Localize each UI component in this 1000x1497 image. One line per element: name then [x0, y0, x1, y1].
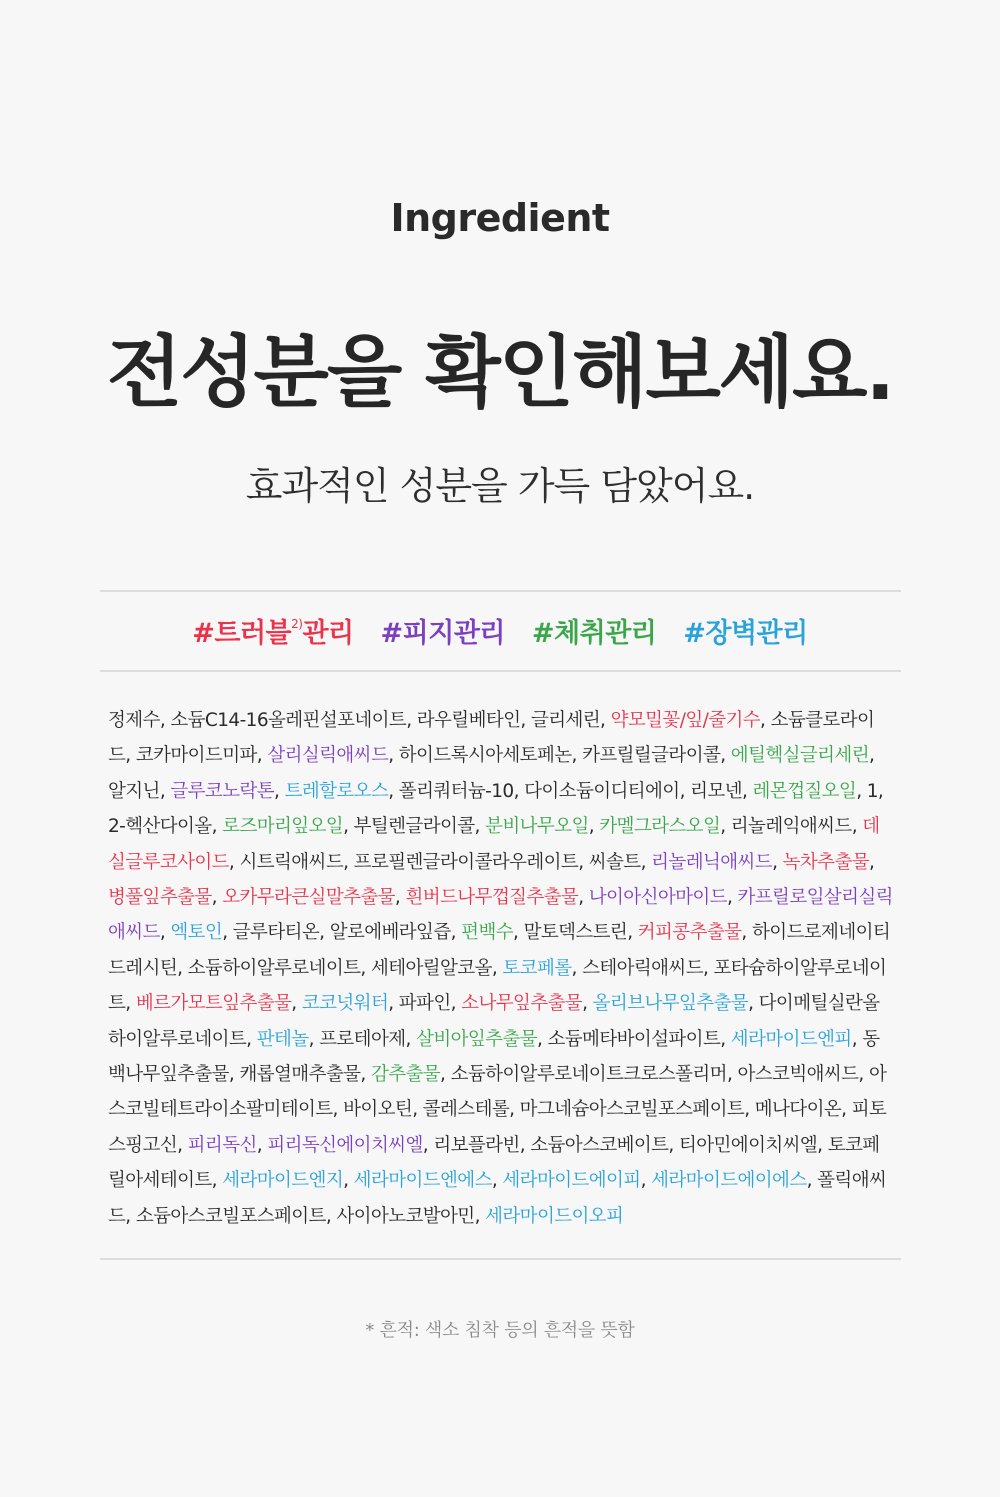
ingredient-item: 바이오틴 [343, 1099, 413, 1121]
ingredient-item: 사이아노코발아민 [336, 1205, 475, 1227]
ingredient-item: 다이메틸실란올하이알루로네이트 [108, 993, 880, 1050]
ingredient-item: 아스코빅애씨드 [737, 1064, 859, 1086]
ingredient-item: 파파인 [398, 993, 451, 1015]
ingredient-item: 동백나무잎추출물 [108, 1028, 880, 1086]
ingredient-item: 리보플라빈 [433, 1134, 520, 1156]
ingredient-item: 세라마이드이오피 [485, 1205, 624, 1227]
ingredient-item: 녹차추출물 [782, 851, 869, 873]
page-title: 전성분을 확인해보세요. [106, 328, 894, 418]
ingredient-item: 리놀레닉애씨드 [651, 851, 773, 873]
ingredient-item: 씨솔트 [588, 851, 641, 873]
ingredient-item: 하이드로제네이티드레시틴 [108, 922, 891, 979]
tag-sebum: #피지관리 [380, 618, 505, 649]
ingredient-item: 아스코빌테트라이소팔미테이트 [108, 1064, 887, 1121]
ingredient-item: 약모밀꽃/잎/줄기수 [610, 710, 761, 731]
ingredient-item: 마그네슘아스코빌포스페이트 [519, 1099, 745, 1121]
ingredient-item: 캐롭열매추출물 [239, 1064, 361, 1086]
ingredient-item: 세라마이드엔피 [730, 1028, 852, 1050]
ingredient-item: 알로에베라잎즙 [329, 922, 451, 944]
ingredient-item: 커피콩추출물 [637, 922, 742, 944]
ingredient-item: 글루코노락톤 [170, 780, 275, 802]
ingredient-item: 살리실릭애씨드 [267, 745, 389, 767]
ingredient-list: 정제수, 소듐C14-16올레핀설포네이트, 라우릴베타인, 글리세린, 약모밀꽃/잎/줄기수, 소듐클로라이드, 코카마이드미파, 살리실릭애씨드, 하이드록시아세토페논, 카프릴릴글라이콜, 에틸헥실글리세린, 알지닌, 글루코노락톤, 트레할로오스, 폴리쿼터늄-10, 다이소듐이디티에이, 리모넨, 레몬껍질오일, 1,2-헥산다이올, 로즈마리잎오일, 부틸렌글라이콜, 분비나무오일, 카멜그라스오일, 리놀레익애씨드, 데실글루코사이드, 시트릭애씨드, 프로필렌글라이콜라우레이트, 씨솔트, 리놀레닉애씨드, 녹차추출물, 병풀잎추출물, 오카무라큰실말추출물, 흰버드나무껍질추출물, 나이아신아마이드, 카프릴로일살리실릭애씨드, 엑토인, 글루타티온, 알로에베라잎즙, 편백수, 말토덱스트린, 커피콩추출물, 하이드로제네이티드레시틴, 소듐하이알루로네이트, 세테아릴알코올, 토코페롤, 스테아릭애씨드, 포타슘하이알루로네이트, 베르가모트잎추출물, 코코넛워터, 파파인, 소나무잎추출물, 올리브나무잎추출물, 다이메틸실란올하이알루로네이트, 판테놀, 프로테아제, 살비아잎추출물, 소듐메타바이설파이트, 세라마이드엔피, 동백나무잎추출물, 캐롭열매추출물, 감추출물, 소듐하이알루로네이트크로스폴리머, 아스코빅애씨드, 아스코빌테트라이소팔미테이트, 바이오틴, 콜레스테롤, 마그네슘아스코빌포스페이트, 메나다이온, 피토스핑고신, 피리독신, 피리독신에이치씨엘, 리보플라빈, 소듐아스코베이트, 티아민에이치씨엘, 토코페릴아세테이트, 세라마이드엔지, 세라마이드엔에스, 세라마이드에이피, 세라마이드에이에스, 폴릭애씨드, 소듐아스코빌포스페이트, 사이아노코발아민, 세라마이드이오피 [108, 710, 893, 1227]
tag-trouble: #트러블$^{2)}$관리 [192, 617, 354, 649]
ingredient-item: 트레할로오스 [284, 780, 389, 802]
ingredient-item: 소듐하이알루로네이트 [187, 957, 361, 979]
ingredient-item: 나이아신아마이드 [588, 887, 727, 909]
tag-barrier: #장벽관리 [683, 618, 808, 649]
ingredient-item: 소듐메타바이설파이트 [547, 1028, 721, 1050]
ingredient-item: 피토스핑고신 [108, 1099, 887, 1156]
ingredient-item: 메나다이온 [754, 1099, 842, 1121]
ingredient-item: 토코페롤 [502, 957, 572, 979]
section-eyebrow: Ingredient [390, 196, 610, 240]
divider-middle [100, 670, 901, 672]
ingredient-item: 카멜그라스오일 [599, 816, 721, 838]
ingredient-item: 엑토인 [170, 922, 223, 944]
ingredient-item: 소듐C14-16올레핀설포네이트 [170, 710, 407, 731]
ingredient-item: 피리독신에이치씨엘 [267, 1134, 423, 1156]
ingredient-item: 라우릴베타인 [416, 710, 521, 731]
ingredient-item: 토코페릴아세테이트 [108, 1134, 880, 1192]
divider-bottom [100, 1258, 901, 1260]
ingredient-item: 코코넛워터 [301, 993, 389, 1015]
ingredient-item: 코카마이드미파 [135, 745, 257, 767]
ingredient-item: 병풀잎추출물 [108, 887, 212, 909]
ingredient-item: 소듐아스코빌포스페이트 [135, 1205, 326, 1227]
ingredient-item: 에틸헥실글리세린 [730, 745, 869, 767]
ingredient-item: 세테아릴알코올 [370, 957, 492, 979]
ingredient-item: 베르가모트잎추출물 [135, 993, 292, 1015]
ingredient-item: 부틸렌글라이콜 [353, 816, 475, 838]
ingredient-item: 하이드록시아세토페논 [398, 745, 572, 767]
ingredient-item: 소듐하이알루로네이트크로스폴리머 [450, 1064, 727, 1086]
page-subtitle: 효과적인 성분을 가득 담았어요. [245, 464, 755, 508]
ingredient-item: 살비아잎추출물 [416, 1028, 537, 1050]
ingredient-item: 리놀레익애씨드 [730, 816, 852, 838]
ingredient-item: 폴리쿼터늄-10 [398, 780, 514, 802]
ingredient-item: 시트릭애씨드 [239, 851, 344, 873]
benefit-tags [0, 611, 1000, 650]
ingredient-item: 카프릴릴글라이콜 [582, 745, 721, 767]
tag-odor: #체취관리 [531, 618, 657, 649]
ingredient-item: 피리독신 [187, 1134, 257, 1156]
ingredient-item: 소듐클로라이드 [108, 710, 875, 767]
ingredient-item: 감추출물 [370, 1064, 441, 1086]
ingredient-item: 폴릭애씨드 [108, 1170, 887, 1227]
ingredient-item: 프로테아제 [319, 1028, 406, 1050]
ingredient-item: 편백수 [461, 922, 513, 944]
ingredient-item: 판테놀 [256, 1028, 309, 1050]
ingredient-item: 말토덱스트린 [523, 922, 628, 944]
ingredient-item: 세라마이드엔에스 [353, 1170, 492, 1192]
ingredient-item: 오카무라큰실말추출물 [222, 887, 395, 909]
ingredient-item: 흰버드나무껍질추출물 [405, 887, 579, 909]
divider-top [100, 590, 901, 592]
ingredient-item: 카프릴로일살리실릭애씨드 [108, 887, 893, 944]
ingredient-item: 다이소듐이디티에이 [524, 780, 680, 802]
ingredient-item: 1,2-헥산다이올 [108, 780, 884, 838]
ingredient-item: 리모넨 [690, 780, 742, 802]
ingredient-item: 콜레스테롤 [422, 1099, 510, 1121]
ingredient-item: 소듐아스코베이트 [530, 1134, 669, 1156]
ingredient-item: 티아민에이치씨엘 [678, 1134, 818, 1156]
ingredient-item: 글루타티온 [232, 922, 320, 944]
ingredient-item: 세라마이드에이에스 [651, 1170, 807, 1192]
ingredient-item: 레몬껍질오일 [752, 780, 857, 802]
ingredient-item: 세라마이드에이피 [502, 1170, 641, 1192]
ingredient-item: 소나무잎추출물 [461, 993, 583, 1015]
ingredient-item: 데실글루코사이드 [108, 816, 880, 873]
ingredient-item: 로즈마리잎오일 [222, 816, 344, 838]
ingredient-item: 올리브나무잎추출물 [592, 993, 749, 1015]
ingredient-item: 글리세린 [530, 710, 601, 731]
ingredient-item: 스테아릭애씨드 [582, 957, 703, 979]
ingredient-item: 정제수 [108, 710, 160, 731]
ingredient-item: 세라마이드엔지 [222, 1170, 344, 1192]
ingredient-item: 알지닌 [108, 780, 160, 802]
ingredient-item: 포타슘하이알루로네이트 [108, 957, 887, 1015]
ingredient-item: 분비나무오일 [485, 816, 589, 838]
footnote: * 흔적: 색소 침착 등의 흔적을 뜻함 [365, 1320, 635, 1341]
ingredient-item: 프로필렌글라이콜라우레이트 [353, 851, 579, 873]
